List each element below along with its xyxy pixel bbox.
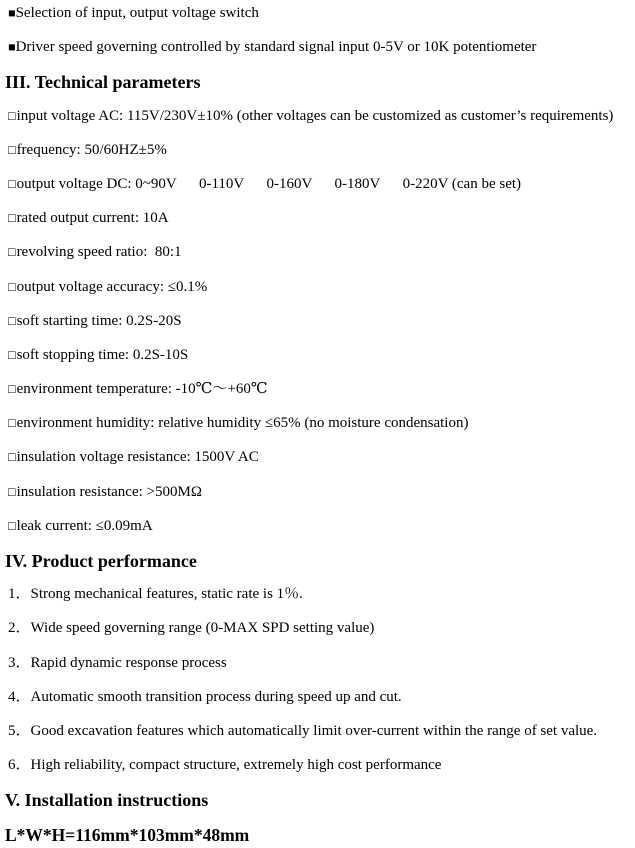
parameter-line-environment-humidity [8, 414, 635, 448]
feature-text: Driver speed governing controlled by standard signal input 0-5V or 10K potentiometer [15, 39, 537, 56]
hollow-square-bullet-icon: □ [8, 108, 16, 123]
parameter-text: rated output current: 10A [16, 210, 169, 227]
parameter-line-input-voltage [8, 107, 635, 141]
parameter-line-frequency [8, 141, 635, 175]
section-heading-product-performance: IV. Product performance [5, 551, 197, 571]
hollow-square-bullet-icon: □ [8, 313, 16, 328]
parameter-line-rated-output-current [8, 209, 635, 243]
parameter-text: input voltage AC: 115V/230V±10% (other voltages can be customized as customer’s requirements) [16, 107, 614, 124]
hollow-square-bullet-icon: □ [8, 518, 16, 533]
parameter-text: environment temperature: -10℃～+60℃ [16, 381, 268, 398]
parameter-line-revolving-speed-ratio [8, 243, 635, 277]
feature-text: Selection of input, output voltage switch [15, 5, 259, 21]
parameter-text: insulation voltage resistance: 1500V AC [16, 449, 259, 466]
parameter-line-output-voltage-accuracy [8, 278, 635, 312]
hollow-square-bullet-icon: □ [8, 211, 16, 226]
feature-bullet-line [8, 4, 635, 38]
numbered-item-5: 5．Good excavation features which automatically limit over-current within the range of set value. [8, 722, 598, 739]
numbered-item-3: 3．Rapid dynamic response process [8, 654, 227, 671]
numbered-item-1: 1．Strong mechanical features, static rate is 1％. [8, 586, 303, 603]
numbered-item-4: 4．Automatic smooth transition process during speed up and cut. [8, 688, 402, 705]
filled-square-bullet-icon: ■ [8, 6, 16, 20]
hollow-square-bullet-icon: □ [8, 416, 16, 431]
parameter-line-insulation-resistance [8, 483, 635, 517]
hollow-square-bullet-icon: □ [8, 382, 16, 397]
parameter-line-output-voltage [8, 175, 635, 209]
hollow-square-bullet-icon: □ [8, 176, 16, 191]
feature-bullet-line [8, 38, 635, 72]
parameter-text: output voltage accuracy: ≤0.1% [16, 278, 208, 295]
parameter-text: revolving speed ratio: 80:1 [16, 244, 182, 261]
section-heading-installation-instructions: V. Installation instructions [5, 790, 209, 811]
parameter-text: soft stopping time: 0.2S-10S [16, 346, 189, 363]
parameter-text: output voltage DC: 0~90V 0-110V 0-160V 0-180V 0-220V (can be set) [16, 175, 522, 192]
hollow-square-bullet-icon: □ [8, 245, 16, 260]
numbered-item-2: 2．Wide speed governing range (0-MAX SPD setting value) [8, 620, 375, 637]
parameter-line-soft-stopping-time [8, 346, 635, 380]
parameter-text: leak current: ≤0.09mA [16, 517, 153, 534]
hollow-square-bullet-icon: □ [8, 347, 16, 362]
parameter-text: insulation resistance: >500MΩ [16, 483, 202, 500]
hollow-square-bullet-icon: □ [8, 279, 16, 294]
numbered-item-6: 6．High reliability, compact structure, extremely high cost performance [8, 757, 442, 774]
dimensions-line: L*W*H=116mm*103mm*48mm [5, 824, 250, 845]
parameter-line-leak-current [8, 517, 635, 551]
parameter-line-environment-temperature [8, 380, 635, 414]
section-heading-technical-parameters: III. Technical parameters [5, 72, 201, 93]
hollow-square-bullet-icon: □ [8, 450, 16, 465]
parameter-line-insulation-voltage-resistance [8, 448, 635, 482]
hollow-square-bullet-icon: □ [8, 484, 16, 499]
parameter-text: frequency: 50/60HZ±5% [16, 141, 167, 158]
hollow-square-bullet-icon: □ [8, 142, 16, 157]
filled-square-bullet-icon: ■ [8, 40, 16, 55]
parameter-line-soft-starting-time [8, 312, 635, 346]
parameter-text: soft starting time: 0.2S-20S [16, 312, 182, 329]
parameter-text: environment humidity: relative humidity ≤65% (no moisture condensation) [16, 415, 469, 432]
